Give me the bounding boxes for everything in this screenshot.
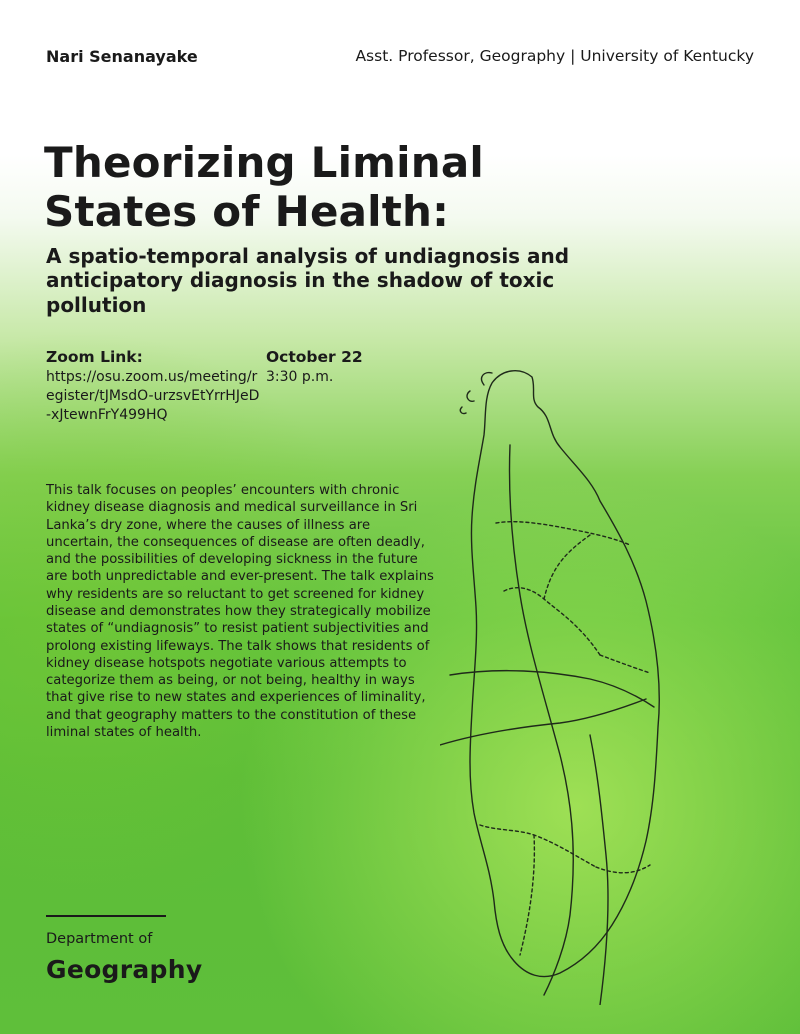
talk-title-line-2: States of Health: (44, 187, 450, 237)
zoom-label: Zoom Link: (46, 348, 143, 366)
talk-title-line-1: Theorizing Liminal (44, 138, 484, 187)
talk-abstract: This talk focuses on peoples’ encounters with chronic kidney disease diagnosis and medical surveillance in Sri Lanka’s dry zone, where the causes of illness are uncertain, the consequences of disease are often deadly, and the possibilities of developing sickness in the future are both unpredictable and ever-present. The talk explains why residents are so reluctant to get screened for kidney disease and demonstrates how they strategically mobilize states of “undiagnosis” to resist patient subjectivities and prolong existing lifeways. The talk shows that residents of kidney disease hotspots negotiate various attempts to categorize them as being, or not being, healthy in ways that give rise to new states and experiences of liminality, and that geography matters to the constitution of these liminal states of health. (46, 483, 434, 740)
road-line-4 (590, 735, 608, 1005)
footer-divider (46, 915, 166, 917)
peninsula-outline (460, 373, 492, 414)
department-prefix: Department of (46, 931, 153, 947)
sri-lanka-map-illustration (440, 355, 800, 1005)
zoom-info (46, 347, 261, 425)
boundary-line-2 (504, 588, 600, 655)
event-date: October 22 (266, 348, 363, 366)
speaker-affiliation: Asst. Professor, Geography | University of Kentucky (355, 47, 754, 65)
event-datetime (266, 347, 363, 387)
zoom-link[interactable]: https://osu.zoom.us/meeting/register/tJMsdO-urzsvEtYrrHJeD-xJtewnFrY499HQ (46, 368, 260, 423)
island-outline (470, 371, 659, 977)
department-name: Geography (46, 955, 203, 984)
boundary-line-6 (520, 835, 534, 955)
talk-title (44, 138, 644, 236)
event-time: 3:30 p.m. (266, 368, 334, 385)
road-line-1 (450, 671, 654, 707)
boundary-line-1 (496, 522, 630, 545)
boundary-line-7 (596, 865, 650, 873)
boundary-line-4 (600, 655, 650, 673)
talk-subtitle: A spatio-temporal analysis of undiagnosis and anticipatory diagnosis in the shadow of toxic pollution (46, 244, 570, 317)
boundary-line-3 (544, 535, 590, 599)
speaker-name: Nari Senanayake (46, 47, 198, 66)
boundary-line-5 (480, 825, 596, 867)
